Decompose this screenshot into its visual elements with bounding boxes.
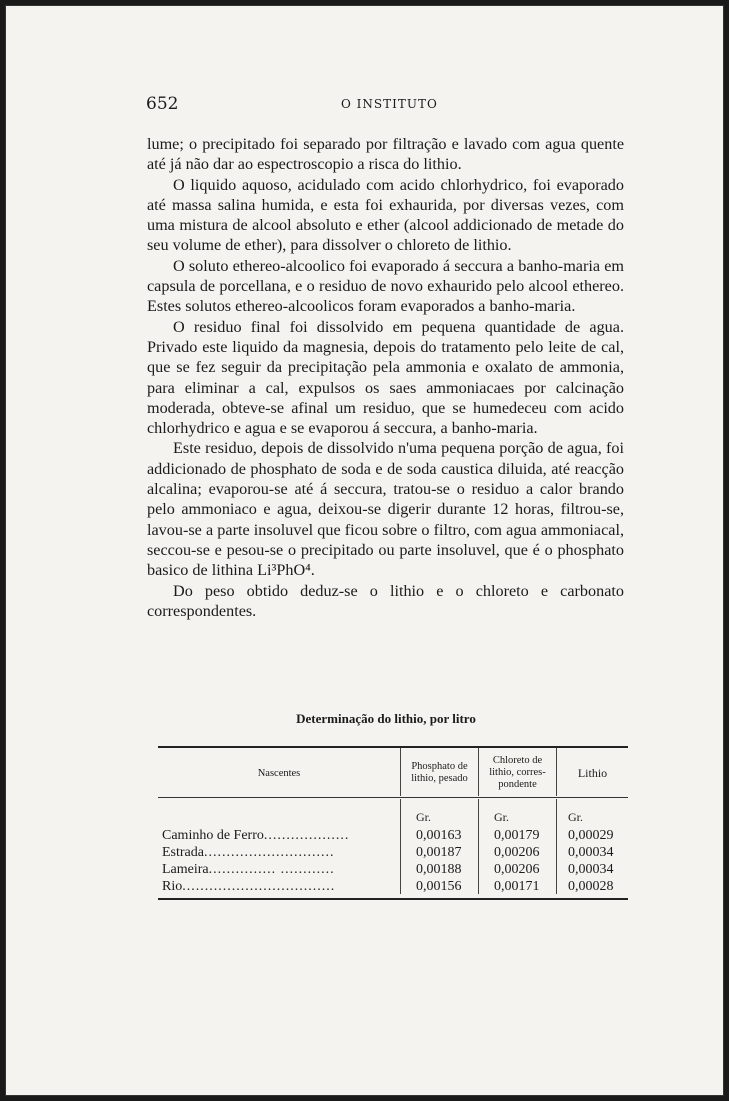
header-chloreto-line: lithio, corres- <box>489 767 546 778</box>
lithio-value: 0,00029 <box>568 828 614 843</box>
row-name <box>162 845 400 861</box>
phosphato-value: 0,00156 <box>416 879 462 894</box>
chloreto-value: 0,00171 <box>494 879 540 894</box>
phosphato-value: 0,00163 <box>416 828 462 843</box>
unit-label: Gr. <box>568 810 583 824</box>
header-phosphato <box>401 761 478 785</box>
table-row <box>158 879 628 896</box>
paragraph: O residuo final foi dissolvido em pequena quantidade de agua. Privado este liquido da magnesia, depois do tratamento pelo leite de cal, que se fez seguir da precipitação pela ammonia e oxalato de ammonia, para eliminar a cal, expulsos os saes ammoniacaes por calcinação moderada, obteve-se afinal um residuo, que se humedeceu com acido chlorhydrico e agua e se evaporou á seccura, a banho-maria. <box>147 317 624 438</box>
lithio-value: 0,00028 <box>568 879 614 894</box>
chloreto-value: 0,00206 <box>494 862 540 877</box>
book-page <box>5 5 724 1096</box>
paragraph: O soluto ethereo-alcoolico foi evaporado á seccura a banho-maria em capsula de porcellana, e o residuo de novo exhaurido pelo alcool ethereo. Estes solutos ethereo-alcoolicos foram evaporados a banho-maria. <box>147 256 624 316</box>
unit-label: Gr. <box>494 810 509 824</box>
page-header <box>146 94 626 114</box>
header-chloreto-line: Chloreto de <box>492 755 543 766</box>
header-chloreto-line: pondente <box>498 779 537 790</box>
running-title: O INSTITUTO <box>341 97 438 111</box>
page-number: 652 <box>146 94 179 114</box>
header-lithio: Lithio <box>577 766 608 780</box>
spring-name: Estrada <box>162 845 204 860</box>
spring-name: Lameira <box>162 862 209 877</box>
chloreto-value: 0,00179 <box>494 828 540 843</box>
body-text <box>147 134 624 621</box>
spring-name: Caminho de Ferro <box>162 828 264 843</box>
paragraph: Este residuo, depois de dissolvido n'uma pequena porção de agua, foi addicionado de phosphato de soda e de soda caustica diluida, até reacção alcalina; evaporou-se até á seccura, tratou-se o residuo a calor brando pelo ammoniaco e agua, deixou-se digerir durante 12 horas, filtrou-se, lavou-se a parte insoluvel que ficou sobre o filtro, com agua ammoniacal, seccou-se e pesou-se o precipitado ou parte insoluvel, que é o phosphato basico de lithina Li³PhO⁴. <box>147 439 624 580</box>
table-top-rule <box>158 746 628 748</box>
table-row <box>158 862 628 879</box>
row-name <box>162 862 400 878</box>
unit-label: Gr. <box>416 810 431 824</box>
chloreto-value: 0,00206 <box>494 845 540 860</box>
phosphato-value: 0,00188 <box>416 862 462 877</box>
header-phosphato-line: lithio, pesado <box>411 773 468 784</box>
row-name <box>162 828 400 844</box>
row-name <box>162 879 400 895</box>
table-bottom-rule <box>158 898 628 900</box>
table-row <box>158 845 628 862</box>
leader-dots: ............................. <box>203 845 335 860</box>
lithio-value: 0,00034 <box>568 862 614 877</box>
leader-dots: ................... <box>263 828 350 843</box>
phosphato-value: 0,00187 <box>416 845 462 860</box>
lithio-value: 0,00034 <box>568 845 614 860</box>
table-row <box>158 828 628 845</box>
header-phosphato-line: Phosphato de <box>411 761 468 772</box>
table-title: Determinação do lithio, por litro <box>296 711 476 726</box>
header-rule <box>158 797 628 798</box>
header-nascentes: Nascentes <box>257 768 301 779</box>
paragraph: Do peso obtido deduz-se o lithio e o chloreto e carbonato correspondentes. <box>147 581 624 620</box>
spring-name: Rio <box>162 879 183 894</box>
leader-dots: ............... ............ <box>208 862 335 877</box>
paragraph: O liquido aquoso, acidulado com acido chlorhydrico, foi evaporado até massa salina humida, e esta foi exhaurida, por diversas vezes, com uma mistura de alcool absoluto e ether (alcool addicionado de metade do seu volume de ether), para dissolver o chloreto de lithio. <box>147 175 624 255</box>
paragraph: lume; o precipitado foi separado por filtração e lavado com agua quente até já não dar ao espectroscopio a risca do lithio. <box>147 135 624 174</box>
header-chloreto <box>479 755 556 791</box>
leader-dots: .................................. <box>182 879 336 894</box>
